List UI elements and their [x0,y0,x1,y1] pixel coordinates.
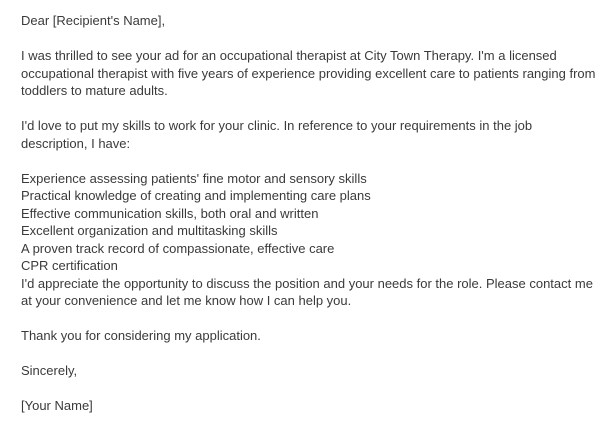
skill-item: Practical knowledge of creating and implementing care plans [21,188,371,203]
greeting: Dear [Recipient's Name], [21,13,166,28]
signoff: Sincerely, [21,363,78,378]
closing-request-paragraph: I'd appreciate the opportunity to discuss the position and your needs for the role. Please contact me at your convenience and let me know how I can help you. [21,275,593,308]
signature: [Your Name] [21,398,93,413]
skill-item: A proven track record of compassionate, effective care [21,240,335,256]
skill-item: CPR certification [21,258,118,273]
intro-paragraph: I was thrilled to see your ad for an occupational therapist at City Town Therapy. I'm a licensed occupational therapist with five years of experience providing excellent care to patients ranging from toddlers to mature adults. [21,48,596,98]
skill-item: Experience assessing patients' fine motor and sensory skills [21,170,367,186]
skill-item: Effective communication skills, both oral and written [21,205,319,221]
requirements-intro-paragraph: I'd love to put my skills to work for your clinic. In reference to your requirements in the job description, I have: [21,118,533,151]
cover-letter [21,12,596,415]
skills-list [21,170,596,275]
skill-item: Excellent organization and multitasking skills [21,223,278,238]
thanks-paragraph: Thank you for considering my application. [21,328,261,343]
